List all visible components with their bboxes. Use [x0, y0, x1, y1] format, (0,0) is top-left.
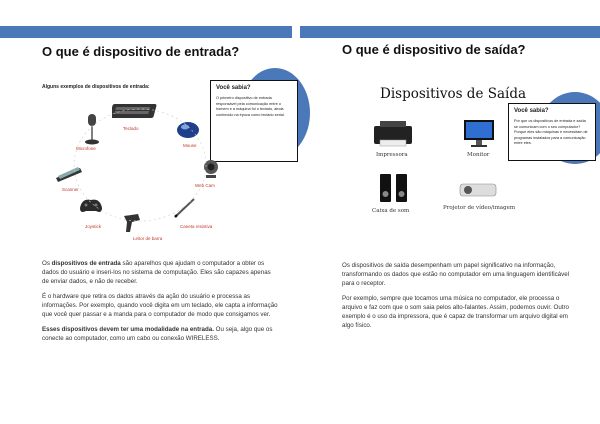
right-page-title: O que é dispositivo de saída? — [342, 42, 526, 57]
device-label-printer: Impressora — [376, 152, 408, 158]
devices-caption: Alguns exemplos de dispositivos de entrada: — [42, 84, 150, 90]
left-para-3: Esses dispositivos devem ter uma modalidade na entrada. Ou seja, algo que os conecte ao computador, como um cabo ou conexão WIRELESS. — [42, 325, 273, 342]
top-accent-bar-left — [0, 26, 292, 38]
callout-text: O primeiro dispositivo de entrada responsável pela comunicação entre o homem e a máquina foi o teclado, ainda conhecido na época como teclado serial. — [216, 96, 285, 117]
device-label-microphone: Microfone — [76, 146, 96, 151]
projector-icon — [458, 180, 498, 200]
device-label-joystick: Joystick — [85, 224, 102, 229]
callout-title: Você sabia? — [514, 108, 549, 114]
device-label-stylus: Caneta resistiva — [180, 224, 213, 229]
callout-text: Por que os dispositivos de entrada e saída se comunicam com o seu computador? Porque eles são máquinas e necessitam de programas instalados para a comunicação entre eles. — [514, 119, 588, 145]
monitor-icon — [462, 118, 496, 150]
device-label-webcam: Web Cam — [195, 183, 215, 188]
output-devices-header: Dispositivos de Saída — [380, 86, 527, 102]
device-label-projector: Projetor de vídeo/imagem — [443, 205, 516, 211]
printer-icon — [370, 118, 416, 150]
device-ring-decoration — [60, 95, 220, 235]
right-para-1: Os dispositivos de saída desempenham um papel significativo na informação, transformando os dados que estão no computador em uma linguagem identificável para o receptor. — [342, 262, 570, 287]
page-gutter — [292, 0, 300, 424]
left-body-text — [42, 260, 278, 350]
device-label-scanner: Scanner — [62, 187, 79, 192]
left-page-title: O que é dispositivo de entrada? — [42, 44, 240, 59]
device-label-keyboard: Teclado — [123, 126, 139, 131]
did-you-know-box-right — [508, 103, 596, 161]
did-you-know-box-left — [210, 80, 298, 162]
left-para-2: É o hardware que retira os dados através da ação do usuário e processa as informações. Por exemplo, quando você digita em um teclado, ele capta a informação que você quer passar e a manda para o computador de modo que consigamos ver. — [42, 292, 278, 318]
top-accent-bar-right — [300, 26, 600, 38]
callout-title: Você sabia? — [216, 85, 251, 91]
device-label-barcode-reader: Leitor de barra — [133, 236, 163, 241]
speaker-icon — [378, 172, 410, 204]
device-label-mouse: Mouse — [183, 143, 197, 148]
right-body-text — [342, 262, 572, 337]
device-label-speaker: Caixa de som — [372, 208, 410, 214]
device-label-monitor: Monitor — [467, 152, 490, 158]
right-para-2: Por exemplo, sempre que tocamos uma música no computador, ele processa o arquivo e faz com que o som saia pelos alto-falantes. Assim, podemos ouvir. Outro exemplo é o uso da impressora, que é capaz de transformar um arquivo digital em algo físico. — [342, 294, 569, 329]
left-para-1: Os dispositivos de entrada são aparelhos que ajudam o computador a obter os dados do usuário e inseri-los no sistema de computação. Eles são capazes apenas de enviar dados, e não de receber. — [42, 260, 271, 285]
